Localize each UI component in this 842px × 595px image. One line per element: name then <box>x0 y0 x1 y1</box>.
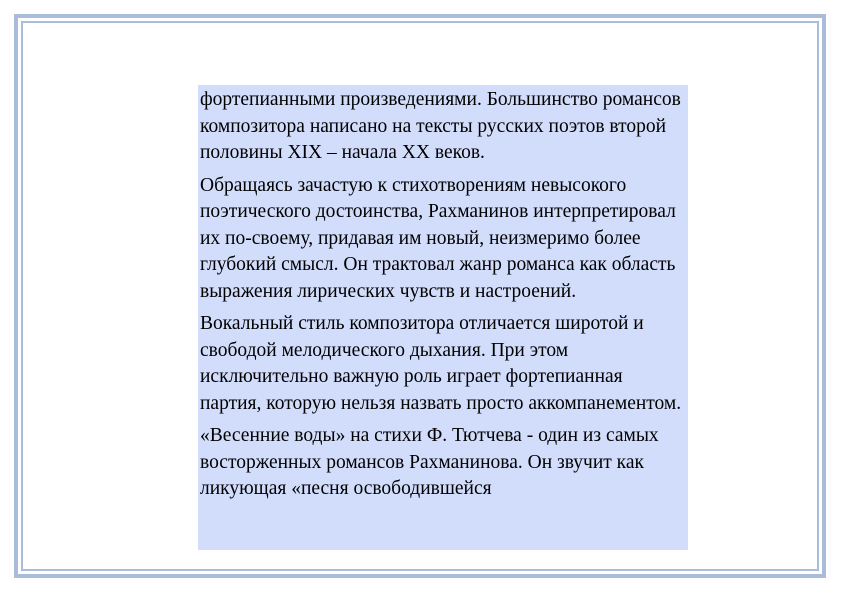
paragraph-4: «Весенние воды» на стихи Ф. Тютчева - один из самых восторженных романсов Рахманинова. Он звучит как ликующая «песня освободившейся <box>200 425 659 499</box>
paragraph-2: Обращаясь зачастую к стихотворениям невысокого поэтического достоинства, Рахманинов интерпретировал их по-своему, придавая им новый, неизмеримо более глубокий смысл. Он трактовал жанр романса как область выражения лирических чувств и настроений. <box>200 174 676 302</box>
paragraph-3: Вокальный стиль композитора отличается широтой и свободой мелодического дыхания. При этом исключительно важную роль играет фортепианная партия, которую нельзя назвать просто аккомпанементом. <box>200 313 682 414</box>
text-block <box>198 85 688 550</box>
paragraph-1: фортепианными произведениями. Большинство романсов композитора написано на тексты русских поэтов второй половины XIX – начала XX веков. <box>200 89 681 163</box>
